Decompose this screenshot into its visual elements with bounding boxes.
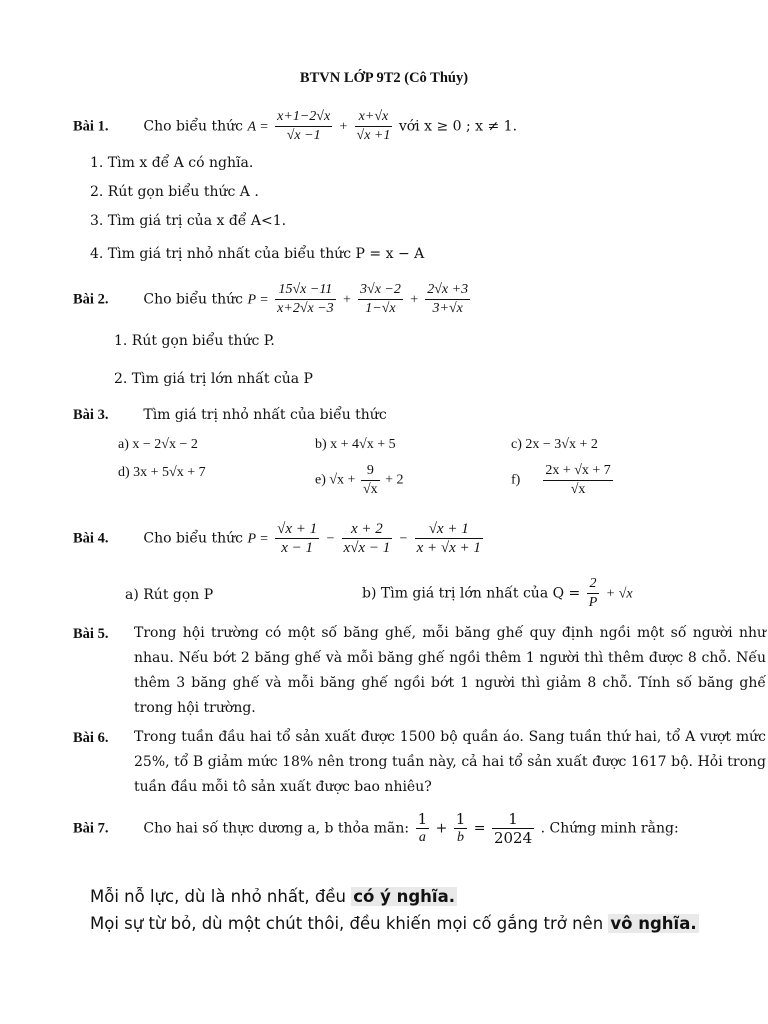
bai3-b: b) x + 4√x + 5 xyxy=(315,437,396,452)
bai4-b-fraction xyxy=(587,575,600,612)
bai2-fraction-3 xyxy=(425,281,470,318)
bai3-f-fraction xyxy=(543,462,612,499)
bai1-item-1: 1. Tìm x để A có nghĩa. xyxy=(90,155,254,171)
bai3-f xyxy=(511,462,615,499)
bai7-fraction-2 xyxy=(454,810,468,847)
bai7-intro: Cho hai số thực dương a, b thỏa mãn: xyxy=(143,820,410,837)
bai7-fraction-3 xyxy=(492,810,534,847)
bai3-e-fraction xyxy=(361,462,380,499)
bai3-f-denominator: √x xyxy=(570,482,586,497)
bai2-f2-denominator: 1−√x xyxy=(365,301,396,316)
bai7-outro: . Chứng minh rằng: xyxy=(540,820,679,837)
bai6-text: Trong tuần đầu hai tổ sản xuất được 1500 bộ quần áo. Sang tuần thứ hai, tổ A vượt mức 25%, tổ B giảm mức 18% nên trong tuần này, cả hai tổ sản xuất được 1617 bộ. Hỏi trong tuần đầu mỗi tô sản xuất được bao nhiêu? xyxy=(134,729,766,795)
bai2-f1-denominator: x+2√x −3 xyxy=(277,301,334,316)
bai7-problem xyxy=(73,810,679,847)
quote-line-2-bold: vô nghĩa. xyxy=(610,914,697,933)
bai7-f2-numerator: 1 xyxy=(455,810,466,828)
bai3-f-pre: f) xyxy=(511,472,521,488)
bai2-f2-numerator: 3√x −2 xyxy=(358,281,403,300)
bai2-plus-1: + xyxy=(342,292,352,308)
bai3-label: Bài 3. xyxy=(73,407,109,423)
bai1-condition: với x ≥ 0 ; x ≠ 1. xyxy=(398,118,518,135)
bai2-intro: Cho biểu thức xyxy=(143,291,243,308)
bai3-a: a) x − 2√x − 2 xyxy=(118,437,198,452)
bai4-f3-numerator: √x + 1 xyxy=(415,520,483,539)
bai2-fraction-2 xyxy=(358,281,403,318)
bai1-fraction-1 xyxy=(275,108,332,145)
bai2-f3-denominator: 3+√x xyxy=(432,301,463,316)
bai1-lhs: A = xyxy=(247,119,269,135)
bai7-f2-denominator: b xyxy=(457,830,465,845)
bai1-item-2: 2. Rút gọn biểu thức A . xyxy=(90,184,259,200)
bai3-e-numerator: 9 xyxy=(361,462,380,481)
bai7-fraction-1 xyxy=(416,810,430,847)
bai5-label: Bài 5. xyxy=(73,626,109,642)
bai5-text: Trong hội trường có một số băng ghế, mỗi băng ghế quy định ngồi một số người như nhau. Nếu bớt 2 băng ghế và mỗi băng ghế ngồi thêm 1 người thì thêm được 8 chỗ. Nếu thêm 3 băng ghế và mỗi băng ghế ngồi bớt 1 người thì giảm 8 chỗ. Tính số băng ghế trong hội trường. xyxy=(134,625,766,716)
bai4-minus-2: − xyxy=(398,531,409,547)
bai2-f3-numerator: 2√x +3 xyxy=(425,281,470,300)
bai4-b-numerator: 2 xyxy=(587,575,600,594)
bai1-f1-numerator: x+1−2√x xyxy=(275,108,332,127)
bai2-fraction-1 xyxy=(275,281,336,318)
bai7-f3-denominator: 2024 xyxy=(493,829,533,847)
bai4-f1-denominator: x − 1 xyxy=(281,540,314,556)
bai4-f2-numerator: x + 2 xyxy=(342,520,393,539)
bai4-a: a) Rút gọn P xyxy=(125,587,214,603)
bai6-label-wrap xyxy=(73,728,108,748)
bai4-b-pre: b) Tìm giá trị lớn nhất của Q = xyxy=(362,585,581,602)
bai1-f2-denominator: √x +1 xyxy=(356,128,391,143)
bai3-c: c) 2x − 3√x + 2 xyxy=(511,437,598,452)
quote-line-1-bold: có ý nghĩa. xyxy=(353,887,455,906)
quote-line-1-text: Mỗi nỗ lực, dù là nhỏ nhất, đều xyxy=(90,887,346,906)
bai3-problem xyxy=(73,405,387,425)
quote-line-2-text: Mọi sự từ bỏ, dù một chút thôi, đều khiến mọi cố gắng trở nên xyxy=(90,914,604,933)
bai7-label: Bài 7. xyxy=(73,820,109,837)
bai3-e-denominator: √x xyxy=(362,482,378,497)
bai4-label: Bài 4. xyxy=(73,530,109,547)
bai1-f1-denominator: √x −1 xyxy=(286,128,321,143)
bai7-plus: + xyxy=(435,820,448,837)
bai4-intro: Cho biểu thức xyxy=(143,530,243,547)
bai4-f3-denominator: x + √x + 1 xyxy=(416,540,481,556)
bai1-label: Bài 1. xyxy=(73,118,109,135)
bai7-f1-denominator: a xyxy=(418,830,426,845)
bai1-plus: + xyxy=(338,119,349,135)
bai3-e-pre: e) √x + xyxy=(315,472,356,488)
bai2-label: Bài 2. xyxy=(73,291,109,308)
bai4-problem xyxy=(73,520,485,557)
bai1-f2-numerator: x+√x xyxy=(355,108,393,127)
bai3-d: d) 3x + 5√x + 7 xyxy=(118,465,206,480)
bai4-lhs: P = xyxy=(247,531,269,547)
bai4-f1-numerator: √x + 1 xyxy=(277,521,318,537)
page-title: BTVN LỚP 9T2 (Cô Thúy) xyxy=(299,70,469,86)
quote-line-2 xyxy=(90,911,699,937)
bai7-f1-numerator: 1 xyxy=(417,810,428,828)
bai2-lhs: P = xyxy=(247,292,269,308)
bai2-problem xyxy=(73,281,472,318)
bai2-item-2: 2. Tìm giá trị lớn nhất của P xyxy=(114,371,313,387)
quote-line-1 xyxy=(90,884,457,910)
bai1-item-4: 4. Tìm giá trị nhỏ nhất của biểu thức P = x − A xyxy=(90,246,425,262)
bai3-e xyxy=(315,462,404,499)
bai6-label: Bài 6. xyxy=(73,730,109,746)
bai5-label-wrap xyxy=(73,624,108,644)
bai4-fraction-1 xyxy=(275,520,319,557)
bai4-b xyxy=(362,575,633,612)
bai7-equals: = xyxy=(473,820,486,837)
bai4-minus-1: − xyxy=(325,531,336,547)
bai1-fraction-2 xyxy=(355,108,393,145)
bai3-e-post: + 2 xyxy=(385,472,404,488)
bai2-item-1: 1. Rút gọn biểu thức P. xyxy=(114,333,275,349)
bai4-b-post: + √x xyxy=(605,586,633,602)
bai2-f1-numerator: 15√x −11 xyxy=(275,281,336,300)
bai1-item-3: 3. Tìm giá trị của x để A<1. xyxy=(90,213,287,229)
bai2-plus-2: + xyxy=(409,292,419,308)
bai1-problem xyxy=(73,108,517,145)
bai7-f3-numerator: 1 xyxy=(492,810,534,829)
bai4-b-denominator: P xyxy=(588,595,598,610)
bai4-f2-denominator: x√x − 1 xyxy=(343,540,391,556)
bai4-fraction-2 xyxy=(342,520,393,557)
bai4-fraction-3 xyxy=(415,520,483,557)
bai1-intro: Cho biểu thức xyxy=(143,118,243,135)
bai3-intro: Tìm giá trị nhỏ nhất của biểu thức xyxy=(143,407,387,423)
bai3-f-numerator: 2x + √x + 7 xyxy=(543,462,612,481)
